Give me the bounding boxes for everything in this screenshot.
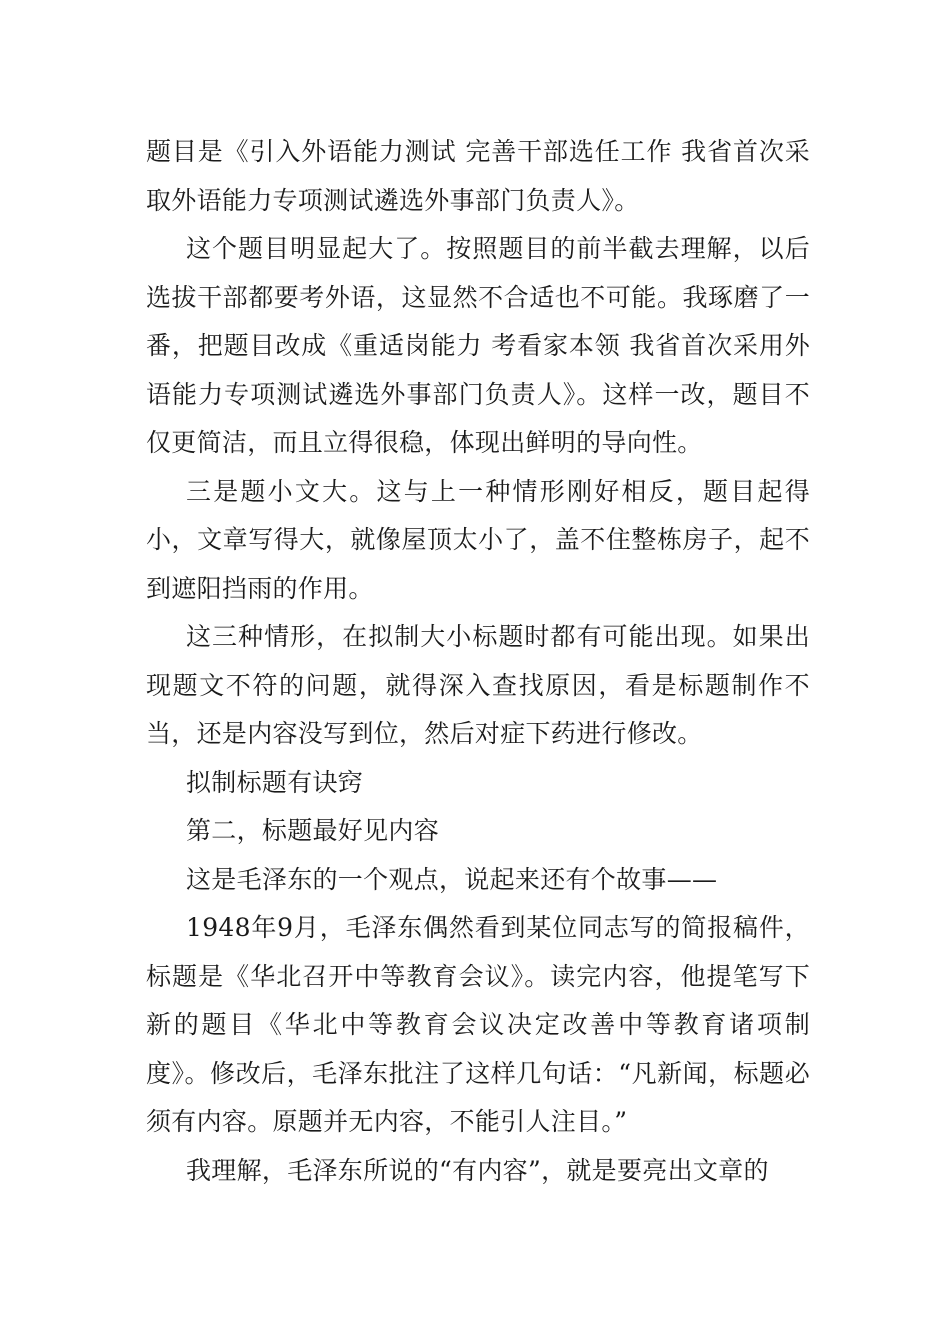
- paragraph-story-intro: 这是毛泽东的一个观点，说起来还有个故事——: [186, 864, 718, 894]
- subsection-heading: 第二，标题最好见内容: [186, 816, 440, 845]
- paragraph-small-title-big-text: 三是题小文大。这与上一种情形刚好相反，题目起得小，文章写得大，就像屋顶太小了，盖不住整栋房子，起不到遮阳挡雨的作用。: [146, 476, 810, 603]
- paragraph-title-too-big: 这个题目明显起大了。按照题目的前半截去理解，以后选拔干部都要考外语，这显然不合适也不可能。我琢磨了一番，把题目改成《重适岗能力 考看家本领 我省首次采用外语能力专项测试遴选外事部门负责人》。这样一改，题目不仅更简洁，而且立得很稳，体现出鲜明的导向性。: [146, 234, 810, 457]
- document-body: [146, 128, 810, 1195]
- paragraph-three-situations: 这三种情形，在拟制大小标题时都有可能出现。如果出现题文不符的问题，就得深入查找原因，看是标题制作不当，还是内容没写到位，然后对症下药进行修改。: [146, 622, 810, 748]
- paragraph-title-example: 题目是《引入外语能力测试 完善干部选任工作 我省首次采取外语能力专项测试遴选外事部门负责人》。: [146, 137, 810, 215]
- paragraph-1948-story: 1948年9月，毛泽东偶然看到某位同志写的简报稿件，标题是《华北召开中等教育会议》。读完内容，他提笔写下新的题目《华北中等教育会议决定改善中等教育诸项制度》。修改后，毛泽东批注了这样几句话：“凡新闻，标题必须有内容。原题并无内容，不能引人注目。”: [146, 913, 810, 1136]
- paragraph-understanding: 我理解，毛泽东所说的“有内容”，就是要亮出文章的: [186, 1155, 769, 1185]
- section-heading: 拟制标题有诀窍: [186, 767, 364, 797]
